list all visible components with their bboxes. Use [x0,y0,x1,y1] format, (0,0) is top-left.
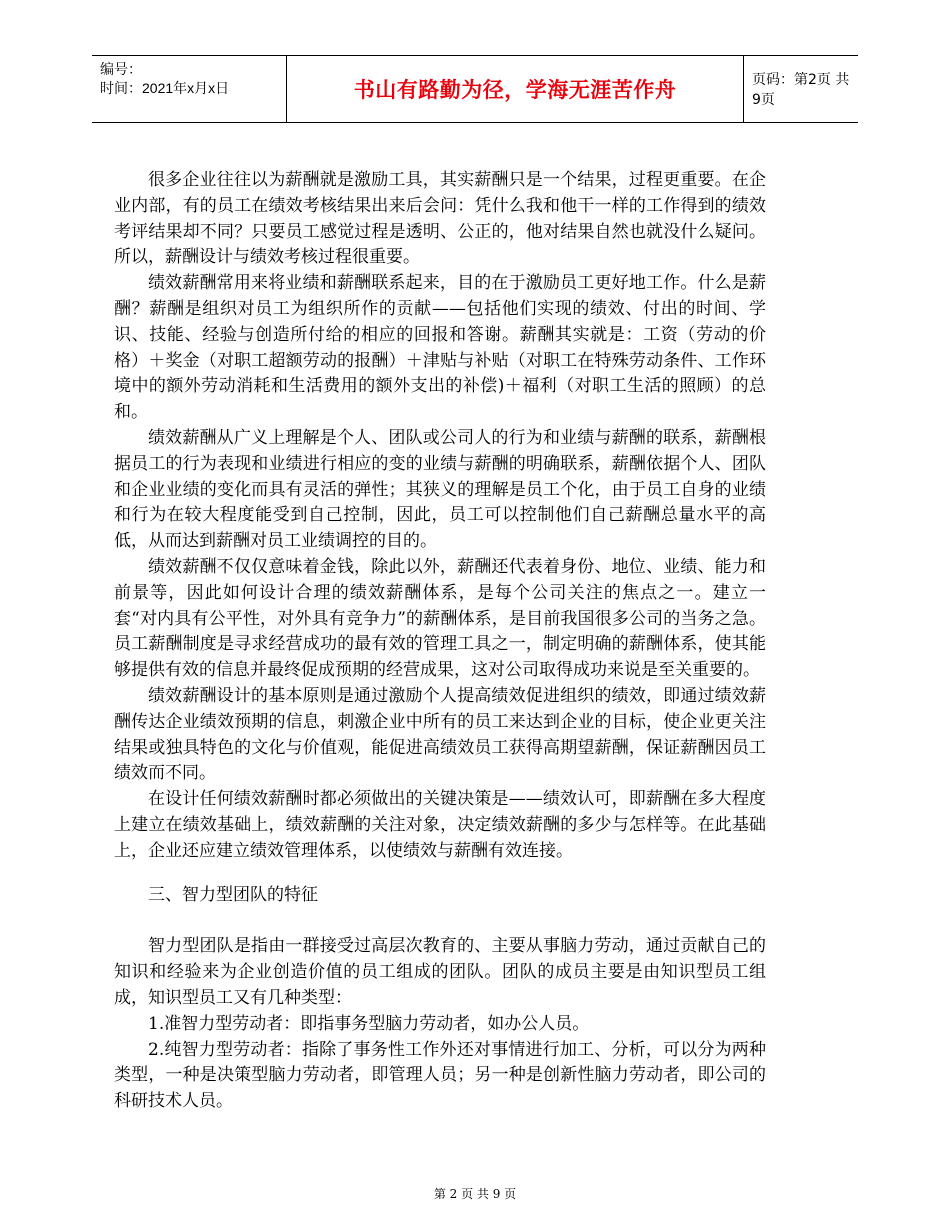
page-footer: 第 2 页 共 9 页 [433,1187,517,1201]
document-number-label: 编号： [100,61,142,77]
section-heading: 三、智力型团队的特征 [148,884,318,905]
body-paragraph: 绩效薪酬从广义上理解是个人、团队或公司人的行为和业绩与薪酬的联系，薪酬根据员工的行为表现和业绩进行相应的变的业绩与薪酬的明确联系，薪酬依据个人、团队和企业业绩的变化而具有灵活的弹性；其狭义的理解是员工个化，由于员工自身的业绩和行为在较大程度能受到自己控制，因此，员工可以控制他们自己薪酬总量水平的高低，从而达到薪酬对员工业绩调控的目的。 [114,427,766,552]
section-paragraph: 智力型团队是指由一群接受过高层次教育的、主要从事脑力劳动，通过贡献自己的知识和经验来为企业创造价值的员工组成的团队。团队的成员主要是由知识型员工组成，知识型员工又有几种类型： [114,936,766,1008]
body-paragraph: 绩效薪酬常用来将业绩和薪酬联系起来，目的在于激励员工更好地工作。什么是薪酬？薪酬是组织对员工为组织所作的贡献——包括他们实现的绩效、付出的时间、学识、技能、经验与创造所付给的相应的回报和答谢。薪酬其实就是：工资（劳动的价格）＋奖金（对职工超额劳动的报酬）＋津贴与补贴（对职工在特殊劳动条件、工作环境中的额外劳动消耗和生活费用的额外支出的补偿)＋福利（对职工生活的照顾）的总和。 [114,273,766,423]
body-paragraph: 绩效薪酬不仅仅意味着金钱，除此以外，薪酬还代表着身份、地位、业绩、能力和前景等，因此如何设计合理的绩效薪酬体系，是每个公司关注的焦点之一。建立一套“对内具有公平性，对外具有竞争力”的薪酬体系，是目前我国很多公司的当务之急。员工薪酬制度是寻求经营成功的最有效的管理工具之一，制定明确的薪酬体系，使其能够提供有效的信息并最终促成预期的经营成果，这对公司取得成功来说是至关重要的。 [114,556,766,681]
header-page-info: 页码：第2页 共9页 [752,72,850,108]
body-paragraph: 在设计任何绩效薪酬时都必须做出的关键决策是——绩效认可，即薪酬在多大程度上建立在绩效基础上，绩效薪酬的关注对象，决定绩效薪酬的多少与怎样等。在此基础上，企业还应建立绩效管理体系，以使绩效与薪酬有效连接。 [114,789,766,861]
list-item: 1.准智力型劳动者：即指事务型脑力劳动者，如办公人员。 [148,1013,590,1034]
page-header [92,55,858,123]
header-meta [92,56,286,122]
body-paragraph: 很多企业往往以为薪酬就是激励工具，其实薪酬只是一个结果，过程更重要。在企业内部，有的员工在绩效考核结果出来后会问：凭什么我和他干一样的工作得到的绩效考评结果却不同？只要员工感觉过程是透明、公正的，他对结果自然也就没什么疑问。所以，薪酬设计与绩效考核过程很重要。 [114,170,766,268]
list-item: 2.纯智力型劳动者：指除了事务性工作外还对事情进行加工、分析，可以分为两种类型，一种是决策型脑力劳动者，即管理人员；另一种是创新性脑力劳动者，即公司的科研技术人员。 [114,1039,766,1112]
document-body [114,168,766,1115]
header-motto-cell [286,56,744,122]
document-time: 时间：2021年x月x日 [100,80,230,96]
body-paragraph: 绩效薪酬设计的基本原则是通过激励个人提高绩效促进组织的绩效，即通过绩效薪酬传达企业绩效预期的信息，刺激企业中所有的员工来达到企业的目标，使企业更关注结果或独具特色的文化与价值观，能促进高绩效员工获得高期望薪酬，保证薪酬因员工绩效而不同。 [114,685,766,784]
header-motto: 书山有路勤为径，学海无涯苦作舟 [353,78,677,102]
